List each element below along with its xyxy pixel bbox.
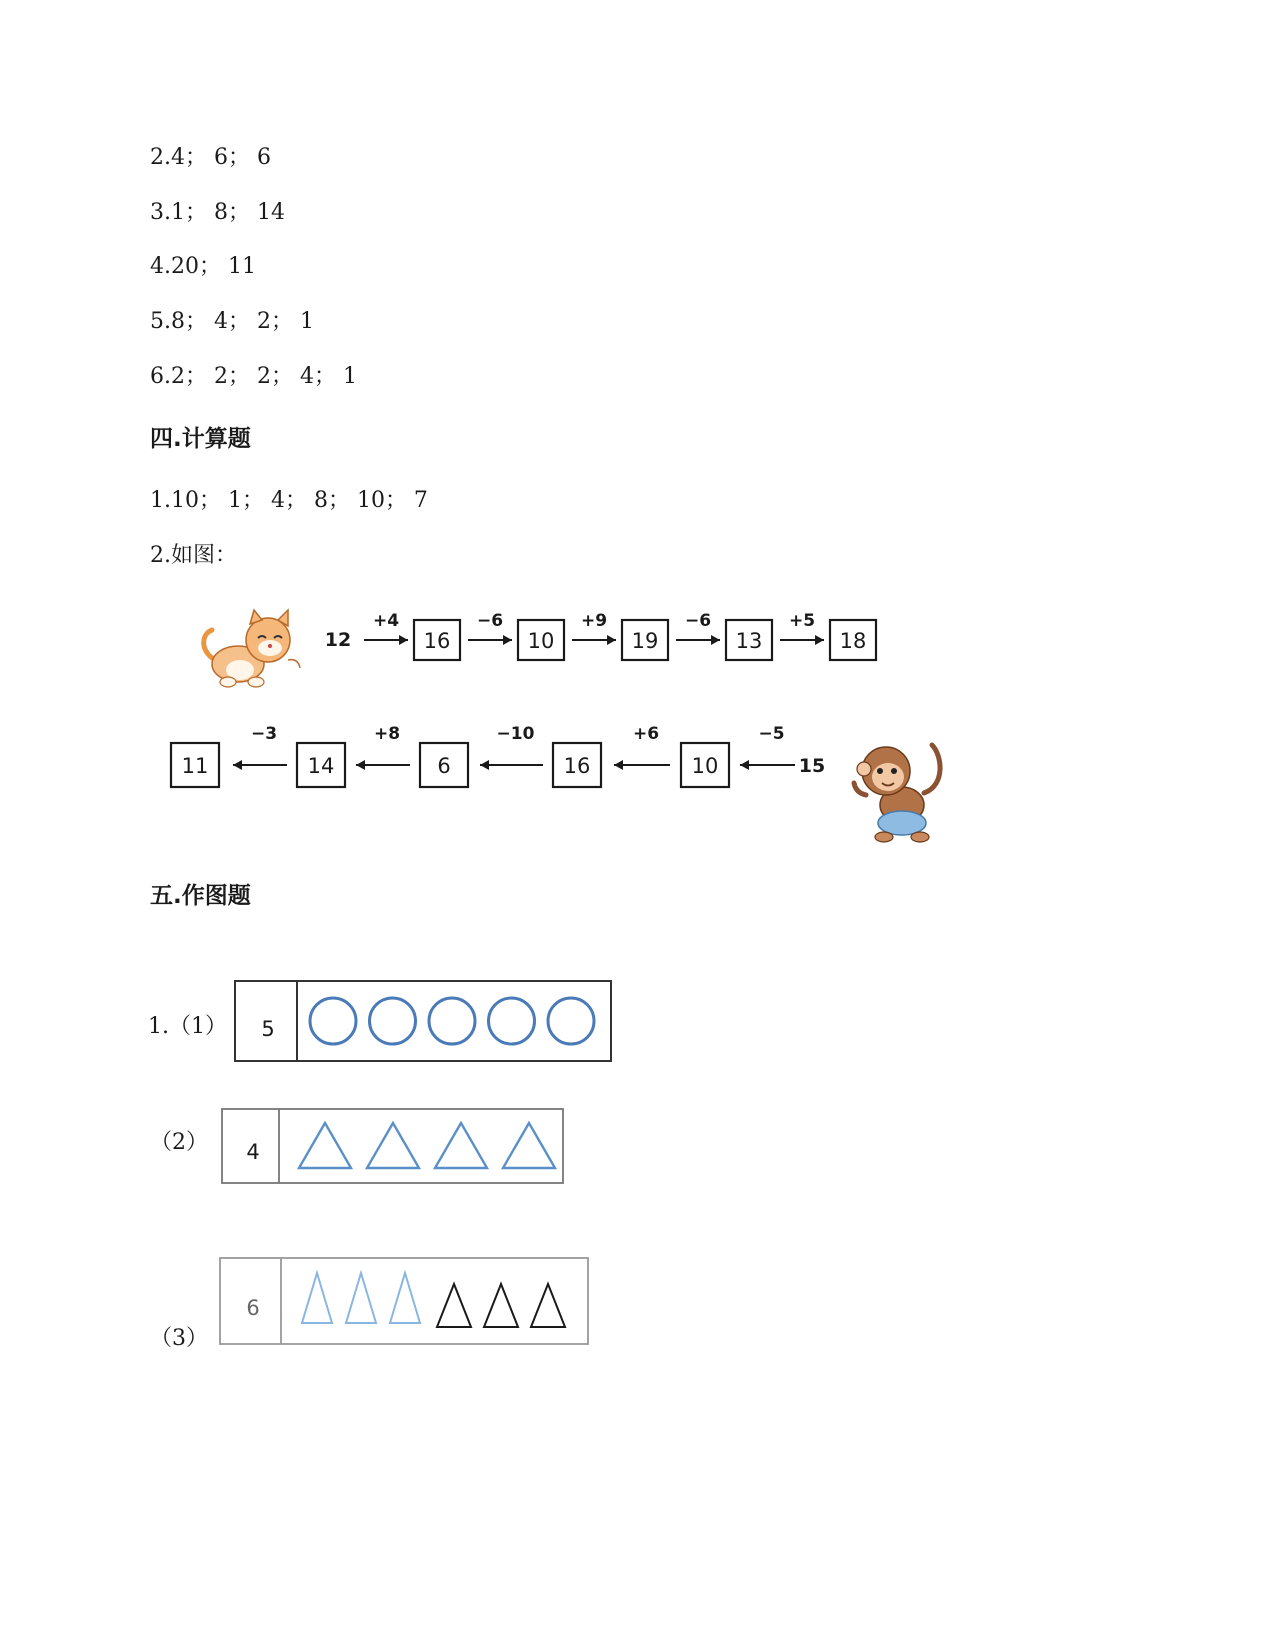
answer-line-5: 5.8； 4； 2； 1: [150, 309, 314, 334]
answer-line-6: 6.2； 2； 2； 4； 1: [150, 364, 357, 389]
chain-bottom-operator-3: −10: [496, 724, 535, 744]
chain-bottom-result-4: 14: [307, 754, 335, 778]
chain-top-result-3: 19: [631, 629, 659, 653]
chain-top-operator-4: −6: [684, 611, 712, 631]
drawing-item-2-label: （2）: [150, 1130, 208, 1155]
drawing-item-2-number: 4: [246, 1140, 260, 1164]
chain-bottom: [0, 715, 1275, 825]
calc-answer-2-label: 2.如图：: [150, 543, 237, 568]
chain-top: [0, 600, 1275, 710]
drawing-item-1-label: 1.（1）: [148, 1014, 227, 1039]
chain-bottom-start-number: 15: [798, 755, 826, 777]
monkey-illustration: [846, 735, 956, 845]
answer-line-4: 4.20； 11: [150, 254, 256, 279]
chain-top-operator-5: +5: [788, 611, 816, 631]
chain-top-arrow-2: [468, 635, 512, 645]
section-heading-calculation: 四.计算题: [150, 426, 251, 452]
chain-top-start-number: 12: [324, 629, 352, 651]
chain-bottom-operator-2: +6: [632, 724, 660, 744]
chain-top-result-2: 10: [527, 629, 555, 653]
chain-bottom-arrow-5: [233, 760, 287, 770]
chain-bottom-result-3: 6: [437, 754, 451, 778]
drawing-item-3-number: 6: [246, 1296, 260, 1320]
chain-top-operator-1: +4: [372, 611, 400, 631]
chain-top-arrow-3: [572, 635, 616, 645]
drawing-item-3-frame: [220, 1258, 588, 1344]
chain-top-result-4: 13: [735, 629, 763, 653]
chain-bottom-arrow-2: [614, 760, 670, 770]
chain-top-operator-2: −6: [476, 611, 504, 631]
section-heading-drawing: 五.作图题: [150, 883, 251, 909]
chain-top-operator-3: +9: [580, 611, 608, 631]
chain-top-arrow-1: [364, 635, 408, 645]
chain-bottom-operator-4: +8: [373, 724, 401, 744]
chain-bottom-arrow-4: [356, 760, 410, 770]
drawing-item-1-frame: [235, 981, 611, 1061]
chain-bottom-result-1: 10: [691, 754, 719, 778]
drawing-item-1-box: [234, 980, 614, 1064]
answer-line-2: 2.4； 6； 6: [150, 145, 271, 170]
drawing-item-3-label: （3）: [150, 1326, 208, 1351]
chain-bottom-result-5: 11: [181, 754, 209, 778]
answer-line-3: 3.1； 8； 14: [150, 200, 285, 225]
drawing-item-1-number: 5: [261, 1017, 275, 1041]
drawing-item-2-frame: [222, 1109, 563, 1183]
chain-top-arrow-5: [780, 635, 824, 645]
chain-top-result-5: 18: [839, 629, 867, 653]
drawing-item-2-box: [221, 1108, 566, 1186]
chain-top-result-1: 16: [423, 629, 451, 653]
chain-bottom-arrow-1: [740, 760, 795, 770]
chain-bottom-operator-1: −5: [758, 724, 785, 744]
chain-bottom-result-2: 16: [563, 754, 591, 778]
chain-bottom-operator-5: −3: [250, 724, 278, 744]
drawing-item-3-box: [219, 1257, 591, 1347]
chain-top-arrow-4: [676, 635, 720, 645]
chain-bottom-arrow-3: [480, 760, 543, 770]
calc-answer-1: 1.10； 1； 4； 8； 10； 7: [150, 488, 428, 513]
